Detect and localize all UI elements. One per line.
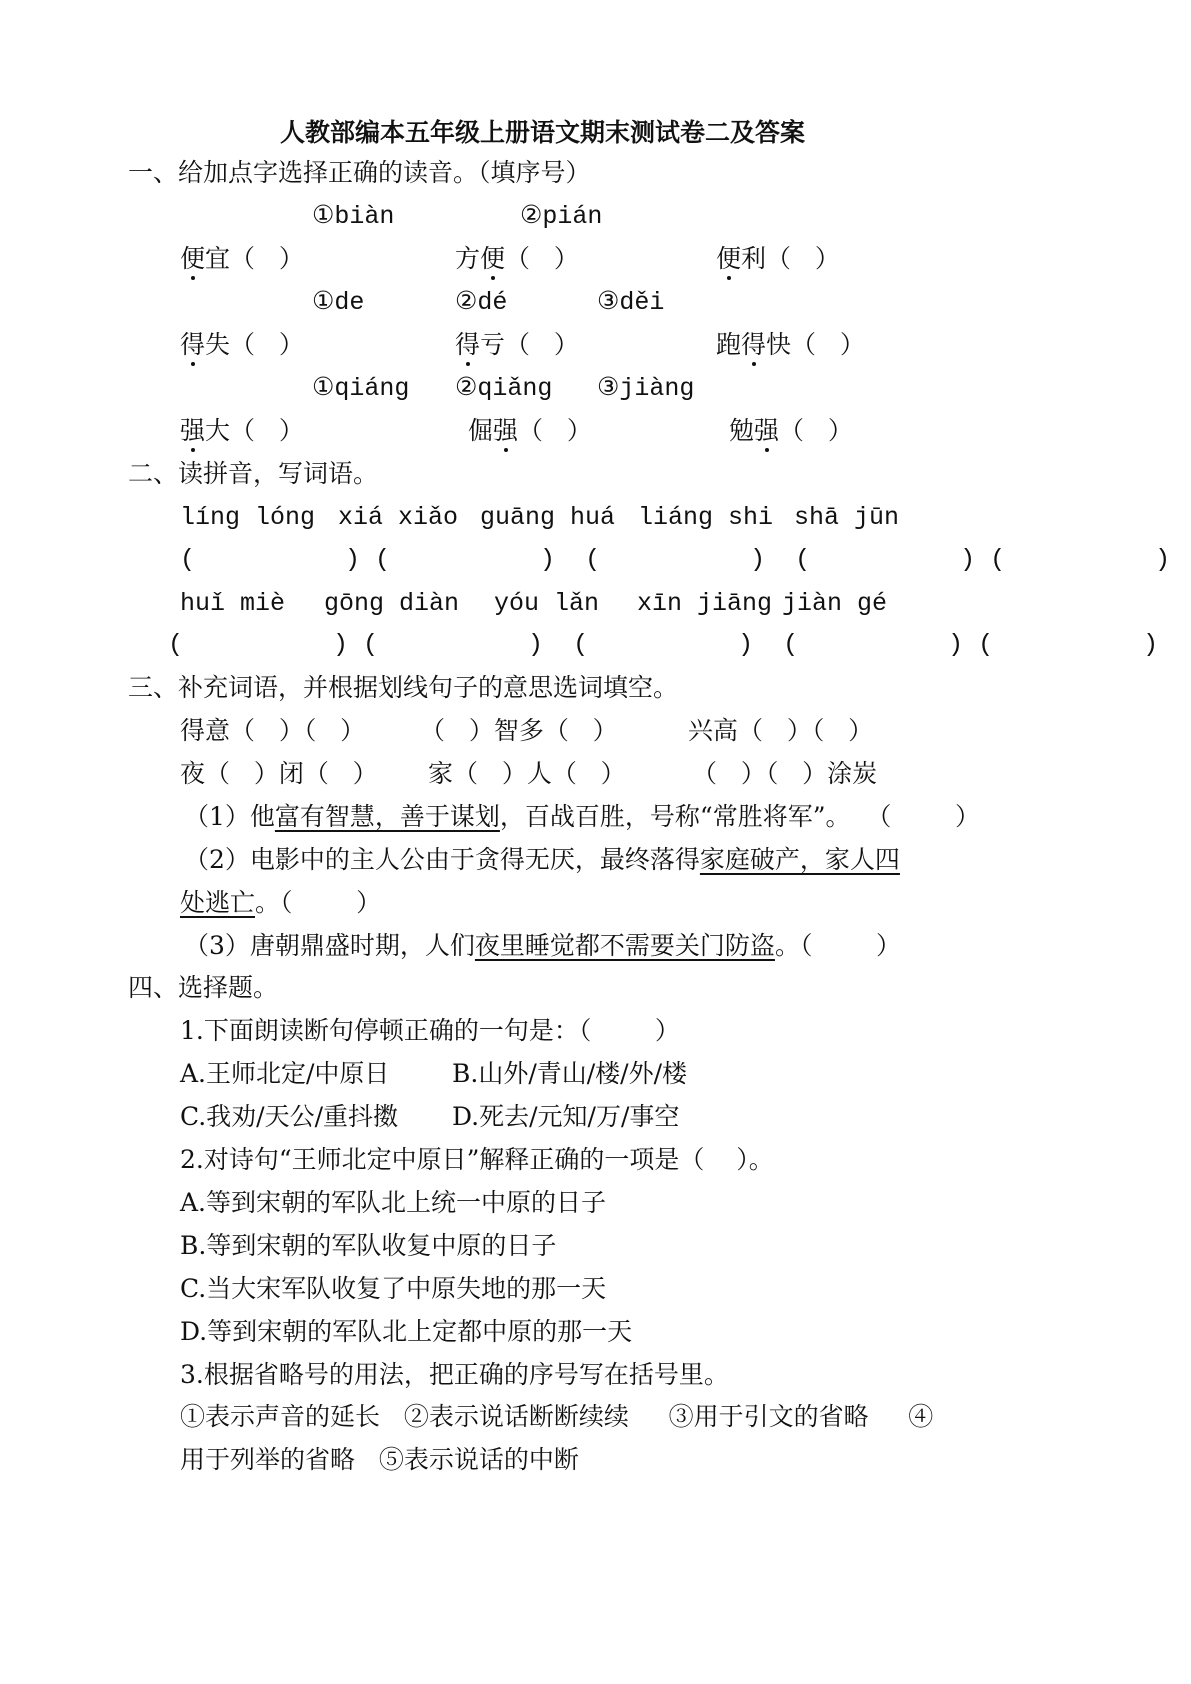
pinyin-option: ③děi	[597, 288, 665, 317]
word-item: 强大（ ）	[180, 416, 304, 445]
question-1: 1.下面朗读断句停顿正确的一句是：（ ）	[180, 1016, 680, 1045]
question-2: 2.对诗句“王师北定中原日”解释正确的一项是（ ）。	[180, 1145, 774, 1174]
ellipsis-usage-options-cont: 用于列举的省略 ⑤表示说话的中断	[180, 1445, 579, 1474]
section-1-heading: 一、给加点字选择正确的读音。（填序号）	[128, 158, 591, 187]
choice-b[interactable]: B.等到宋朝的军队收复中原的日子	[180, 1231, 557, 1260]
pinyin-word: líng lóng	[180, 503, 316, 532]
dotted-char: 便	[180, 244, 206, 273]
choice-a[interactable]: A.等到宋朝的军队北上统一中原的日子	[180, 1188, 607, 1217]
pinyin-word: xiá xiǎo	[338, 503, 459, 532]
word-item: 得亏（ ）	[455, 330, 579, 359]
pinyin-word: liáng shi	[638, 503, 774, 532]
underlined-phrase: 富有智慧，善于谋划	[274, 802, 500, 831]
pinyin-option: ②qiǎng	[455, 374, 553, 403]
section-2-heading: 二、读拼音，写词语。	[128, 459, 379, 488]
idiom-fill[interactable]: 家（ ）人（ ）	[428, 759, 626, 788]
question-3: 3.根据省略号的用法，把正确的序号写在括号里。	[180, 1360, 729, 1389]
pinyin-option: ②dé	[455, 288, 508, 317]
pinyin-option: ①de	[312, 288, 365, 317]
sentence-question-1: （1）他富有智慧，善于谋划，百战百胜，号称“常胜将军”。 （ ）	[184, 802, 980, 831]
pinyin-option: ①qiáng	[312, 374, 410, 403]
pinyin-word: shā jūn	[794, 503, 900, 532]
choice-c[interactable]: C.我劝/天公/重抖擞	[180, 1102, 399, 1131]
sentence-question-2-cont: 处逃亡。（ ）	[180, 888, 382, 917]
pinyin-word: xīn jiāng	[637, 589, 773, 618]
pinyin-option: ③jiàng	[597, 374, 695, 403]
word-item: 便宜（ ）	[180, 244, 304, 273]
dotted-char: 得	[180, 330, 206, 359]
ellipsis-usage-options: ①表示声音的延长 ②表示说话断断续续 ③用于引文的省略 ④	[180, 1402, 934, 1431]
section-4-heading: 四、选择题。	[128, 973, 279, 1002]
word-item: 跑得快（ ）	[716, 330, 865, 359]
dotted-char: 强	[493, 416, 519, 445]
word-item: 得失（ ）	[180, 330, 304, 359]
underlined-phrase: 处逃亡	[180, 888, 256, 917]
idiom-fill[interactable]: 夜（ ）闭（ ）	[180, 759, 378, 788]
idiom-fill[interactable]: 得意（ ）（ ）	[180, 716, 366, 745]
dotted-char: 得	[455, 330, 481, 359]
dotted-char: 强	[754, 416, 780, 445]
pinyin-word: yóu lǎn	[494, 589, 600, 618]
choice-b[interactable]: B.山外/青山/楼/外/楼	[452, 1059, 688, 1088]
sentence-question-3: （3）唐朝鼎盛时期，人们夜里睡觉都不需要关门防盗。（ ）	[184, 931, 902, 960]
pinyin-word: gōng diàn	[324, 589, 460, 618]
word-item: 便利（ ）	[716, 244, 840, 273]
dotted-char: 强	[180, 416, 206, 445]
section-3-heading: 三、补充词语，并根据划线句子的意思选词填空。	[128, 673, 679, 702]
word-item: 倔强（ ）	[468, 416, 592, 445]
word-item: 勉强（ ）	[729, 416, 853, 445]
idiom-fill[interactable]: （ ）（ ）涂炭	[692, 759, 878, 788]
idiom-fill[interactable]: （ ）智多（ ）	[420, 716, 618, 745]
answer-blanks[interactable]: ( ) ( ) ( ) ( ) ( )	[168, 630, 1159, 659]
pinyin-word: jiàn gé	[782, 589, 888, 618]
choice-c[interactable]: C.当大宋军队收复了中原失地的那一天	[180, 1274, 607, 1303]
choice-d[interactable]: D.死去/元知/万/事空	[452, 1102, 680, 1131]
underlined-phrase: 夜里睡觉都不需要关门防盗	[474, 931, 775, 960]
word-item: 方便（ ）	[455, 244, 579, 273]
pinyin-word: huǐ miè	[180, 589, 286, 618]
dotted-char: 便	[716, 244, 742, 273]
dotted-char: 便	[480, 244, 506, 273]
pinyin-option: ②pián	[520, 202, 603, 231]
page-title: 人教部编本五年级上册语文期末测试卷二及答案	[280, 118, 806, 147]
dotted-char: 得	[741, 330, 767, 359]
idiom-fill[interactable]: 兴高（ ）（ ）	[688, 716, 874, 745]
sentence-question-2: （2）电影中的主人公由于贪得无厌，最终落得家庭破产，家人四	[184, 845, 900, 874]
choice-d[interactable]: D.等到宋朝的军队北上定都中原的那一天	[180, 1317, 633, 1346]
pinyin-option: ①biàn	[312, 202, 395, 231]
pinyin-word: guāng huá	[480, 503, 616, 532]
choice-a[interactable]: A.王师北定/中原日	[180, 1059, 390, 1088]
answer-blanks[interactable]: ( ) ( ) ( ) ( ) ( )	[180, 545, 1171, 574]
underlined-phrase: 家庭破产，家人四	[699, 845, 900, 874]
